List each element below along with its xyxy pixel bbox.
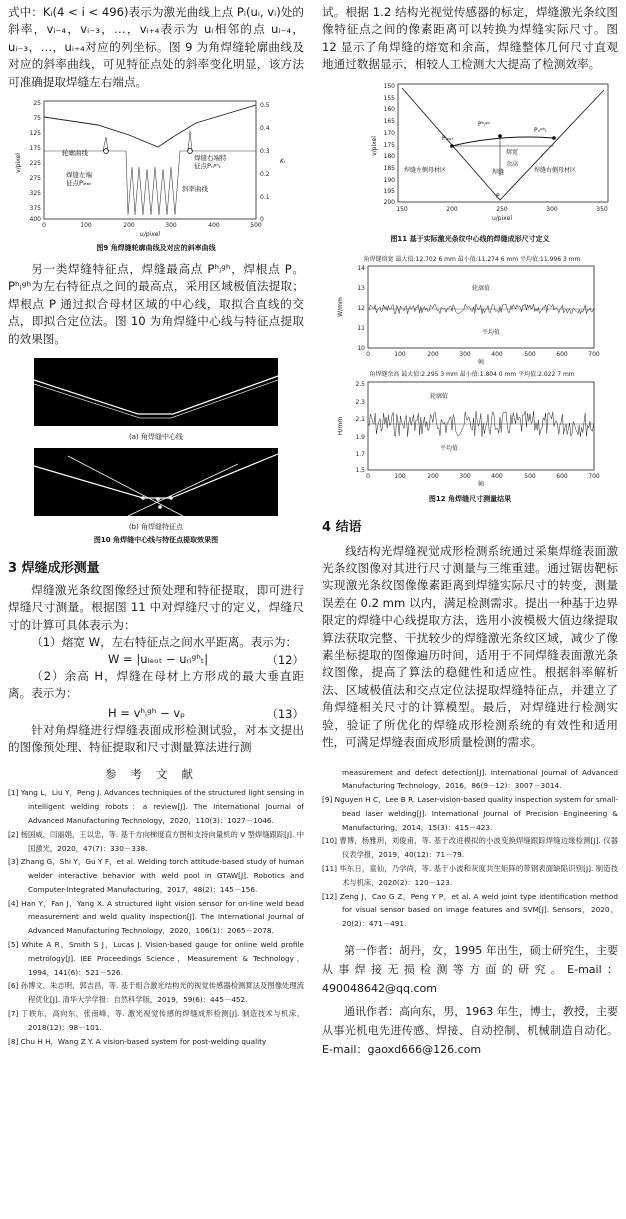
f11-lbl-left-base: 焊缝左侧母材区 bbox=[404, 166, 447, 174]
equation-13-number: （13） bbox=[266, 706, 304, 721]
f10-right-point bbox=[169, 496, 173, 500]
reference-item: [11] 毕东日，童仙，乃学尚，等. 基于小波和灰度共生矩阵的带钢表面缺陷识别[J]. 制造技术与机床，2020(2)：120－123. bbox=[322, 864, 618, 887]
f9-ytick-r: 0.2 bbox=[260, 171, 270, 179]
f11-ytick: 175 bbox=[383, 141, 395, 149]
f9-ytick: 400 bbox=[29, 216, 41, 224]
f9-ytick: 275 bbox=[29, 175, 41, 183]
f10-high-point bbox=[156, 497, 160, 501]
figure-9-plot bbox=[8, 97, 304, 239]
figure-10 bbox=[8, 356, 304, 545]
figure-9-caption: 图9 角焊缝轮廓曲线及对应的斜率曲线 bbox=[96, 244, 216, 253]
f12-top-xtick: 700 bbox=[588, 350, 600, 358]
f12-top-stats: 角焊缝熔宽 最大值:12.702 6 mm 最小值:11.274 6 mm 平均值:11.996 3 mm bbox=[363, 255, 581, 263]
f12-top-ytick: 11 bbox=[357, 324, 365, 332]
f11-ytick: 150 bbox=[383, 82, 395, 90]
equation-13 bbox=[8, 706, 304, 722]
f9-ann-right2: 征点Pᵣᵢᵍʰₜ bbox=[194, 162, 221, 171]
f9-ytick: 375 bbox=[29, 205, 41, 213]
f9-ytick: 25 bbox=[33, 100, 41, 108]
f12-bot-xtick: 500 bbox=[524, 472, 536, 480]
paragraph-3: 焊缝激光条纹图像经过预处理和特征提取，即可进行焊缝尺寸测量。根据图 11 中对焊缝尺寸的定义，焊缝尺寸的计算可具体表示为： bbox=[8, 583, 304, 632]
section-3-heading: 3 焊缝成形测量 bbox=[8, 561, 100, 577]
paragraph-2: 另一类焊缝特征点，焊缝最高点 Pʰᵢᵍʰ，焊根点 P。Pʰᵢᵍʰ为左右特征点之间的最高点，采用区域极值法提取；焊根点 P 通过拟合母材区域的中心线，取拟合直线的交点，即拟合定位法。图 10 为角焊缝中心线与特征点提取的效果图。 bbox=[8, 262, 304, 346]
f12-bot-xtick: 400 bbox=[491, 472, 503, 480]
f11-phigh bbox=[498, 134, 502, 138]
f11-ytick: 185 bbox=[383, 164, 395, 172]
equation-12 bbox=[8, 652, 304, 668]
f12-bot-ytick: 2.1 bbox=[355, 415, 365, 423]
f12-bot-stats: 角焊缝余高 最大值:2.295 3 mm 最小值:1.804 0 mm 平均值:2.022 7 mm bbox=[369, 370, 575, 378]
f9-ann-left: 焊缝左端 bbox=[66, 171, 92, 180]
f12-top-ytick: 14 bbox=[357, 264, 365, 272]
f11-lbl-w: 熔宽 bbox=[506, 148, 519, 156]
f12-top-xtick: 0 bbox=[366, 350, 370, 358]
figure-9 bbox=[8, 97, 304, 253]
f9-ytick-r: 0.1 bbox=[260, 194, 270, 202]
reference-item: [10] 曹博，杨雅玥，刘俊甫，等. 基于改进模拟的小波变换焊缝跟踪焊缝边缘检测[J]. 仪器仪表学报，2019，40(12)：71－79. bbox=[322, 836, 618, 860]
figure-10-caption: 图10 角焊缝中心线与特征点提取效果图 bbox=[93, 536, 219, 545]
f11-xtick: 300 bbox=[546, 205, 558, 213]
f11-ylabel: v/pixel bbox=[371, 135, 378, 156]
f9-ann-right: 焊缝右端特 bbox=[194, 154, 227, 163]
f10-left-point bbox=[141, 496, 145, 500]
paragraph-4: 针对角焊缝进行焊缝表面成形检测试验，对本文提出的图像预处理、特征提取和尺寸测量算法进行测 bbox=[8, 722, 304, 754]
f11-ytick: 170 bbox=[383, 129, 395, 137]
figure-12-plots bbox=[322, 252, 618, 490]
f11-lbl-p: P bbox=[496, 192, 500, 200]
f12-bot-xtick: 100 bbox=[394, 472, 406, 480]
f11-lbl-pleft: Pₗₑₒₜ bbox=[442, 134, 454, 142]
f9-ytick: 125 bbox=[29, 130, 41, 138]
f9-ann-profile: 轮廓曲线 bbox=[62, 149, 88, 158]
f12-top-xtick: 400 bbox=[491, 350, 503, 358]
f12-top-xtick: 100 bbox=[394, 350, 406, 358]
f12-top-xtick: 300 bbox=[459, 350, 471, 358]
f12-top-ytick: 13 bbox=[357, 284, 365, 292]
equation-12-body: W = |uₗₑₒₜ − uᵣᵢᵍʰₜ| bbox=[108, 651, 209, 666]
reference-item: [7] 丁轶东，高向东，张南峰，等. 激光视觉传感的焊缝成形检测[J]. 制造技术与机床，2018(12)：98－101. bbox=[8, 1009, 304, 1032]
f11-lbl-right-base: 焊缝右侧母材区 bbox=[534, 166, 577, 174]
figure-11-plot bbox=[322, 80, 618, 230]
right-column bbox=[322, 0, 618, 1059]
f12-bot-xtick: 600 bbox=[556, 472, 568, 480]
figure-10a-image bbox=[8, 356, 304, 428]
f9-ytick-r: 0 bbox=[260, 216, 264, 224]
f9-ytick-r: 0.5 bbox=[260, 102, 270, 110]
f12-top-xtick: 600 bbox=[556, 350, 568, 358]
f12-bot-ytick: 2.5 bbox=[355, 380, 365, 388]
item-1: （1）熔宽 W，左右特征点之间水平距离。表示为： bbox=[31, 635, 298, 650]
f12-top-ytick: 12 bbox=[357, 304, 365, 312]
f9-ann-left2: 征点Pₗₑₒₜ bbox=[66, 179, 92, 188]
f12-top-xlabel: 帧 bbox=[477, 358, 485, 366]
f9-xtick: 500 bbox=[250, 222, 262, 230]
f11-ytick: 195 bbox=[383, 187, 395, 195]
f9-profile-curve bbox=[44, 105, 256, 147]
f9-ylabel-r: Kᵢ bbox=[280, 158, 286, 166]
f11-lbl-pright: Pᵣᵢᵍʰₜ bbox=[534, 126, 547, 134]
f10-root-point bbox=[158, 505, 162, 509]
f11-xlabel: u/pixel bbox=[491, 214, 513, 222]
reference-continued: measurement and defect detection[J]. International Journal of Advanced Manufacturing Technology，2016，86(9－12)：3007－3014. bbox=[342, 767, 618, 791]
reference-item: [3] Zhang G，Shi Y，Gu Y F，et al. Welding torch attitude-based study of human welder interactive behavior with weld pool in GTAW[J]. Robotics and Computer-Integrated Manufacturing，2017，48(2)：145－156. bbox=[8, 857, 304, 894]
figure-11-caption: 图11 基于实际激光条纹中心线的焊缝成形尺寸定义 bbox=[390, 234, 550, 243]
f11-xtick: 350 bbox=[596, 205, 608, 213]
f12-top-xtick: 500 bbox=[524, 350, 536, 358]
f9-ytick: 75 bbox=[33, 115, 41, 123]
f9-xtick: 0 bbox=[42, 222, 46, 230]
f12-top-lbl-series: 轮廓值 bbox=[472, 284, 491, 292]
equation-12-number: （12） bbox=[266, 652, 304, 667]
f9-ytick-r: 0.4 bbox=[260, 125, 270, 133]
reference-item: [2] 杨国威，闫丽娟，王以忠，等. 基于方向梯度直方图和支持向量机的 V 型焊缝跟踪[J]. 中国激光，2020，47(7)：330－338. bbox=[8, 829, 304, 853]
f9-xtick: 300 bbox=[165, 222, 177, 230]
f12-top-ytick: 10 bbox=[357, 344, 365, 352]
f11-xtick: 200 bbox=[446, 205, 458, 213]
reference-item: [8] Chu H H，Wang Z Y. A vision-based system for post-welding quality bbox=[8, 1036, 267, 1046]
f9-xtick: 200 bbox=[123, 222, 135, 230]
f11-lbl-weld: 焊缝 bbox=[492, 168, 505, 176]
references-left bbox=[8, 786, 304, 1048]
f12-top-ylabel: W/mm bbox=[337, 296, 344, 317]
f12-bot-ytick: 1.7 bbox=[355, 450, 365, 458]
f11-lbl-phigh: Pʰᵢᵍʰ bbox=[478, 120, 490, 128]
conclusion-paragraph: 线结构光焊缝视觉成形检测系统通过采集焊缝表面激光条纹图像对其进行尺寸测量与三维重建。通过锯齿靶标实现激光条纹图像像素距离到焊缝实际尺寸的转变，测量误差在 0.2 mm 以内，满足检测需求。提出一种基于边界限定的焊缝中心线提取方法，选用小波模极大值边缘提取算法获取完整、干扰较少的焊缝激光条纹区域，减少了像素坐标提取的图像遍历时间，适用于不同焊缝表面激光条纹图像，提高了算法的稳健性和适应性。根据斜率解析法、区域极值法和交点定位法提取焊缝特征点，并建立了角焊缝相关尺寸的计算模型。最后，对焊缝进行检测实验，验证了所优化的焊缝成形检测系统的有效性和适用性，可满足焊缝表面成形质量检测的需求。 bbox=[322, 543, 618, 750]
f12-bot-ytick: 1.9 bbox=[355, 433, 365, 441]
figure-12 bbox=[322, 252, 618, 504]
f9-xtick: 400 bbox=[208, 222, 220, 230]
f11-ytick: 165 bbox=[383, 117, 395, 125]
f12-bot-lbl-series: 轮廓值 bbox=[430, 392, 449, 400]
f11-ytick: 180 bbox=[383, 152, 395, 160]
f11-pright bbox=[552, 136, 556, 140]
f12-bot-ytick: 1.5 bbox=[355, 466, 365, 474]
f11-xtick: 150 bbox=[396, 205, 408, 213]
f12-top-xtick: 200 bbox=[427, 350, 439, 358]
f9-ytick: 325 bbox=[29, 190, 41, 198]
f9-xtick: 100 bbox=[80, 222, 92, 230]
f9-ann-slope: 斜率曲线 bbox=[182, 185, 208, 194]
figure-11 bbox=[322, 80, 618, 244]
f9-right-point bbox=[188, 149, 193, 154]
references-right bbox=[322, 766, 618, 932]
references-title: 参考文献 bbox=[105, 767, 207, 782]
f11-ytick: 155 bbox=[383, 94, 395, 102]
figure-12-caption: 图12 角焊缝尺寸测量结果 bbox=[428, 494, 512, 503]
f11-weld-profile bbox=[452, 137, 554, 146]
first-author-bio: 第一作者：胡丹，女，1995 年出生，硕士研究生，主要从事焊接无损检测等方面的研究。E-mail：490048642@qq.com bbox=[322, 944, 618, 996]
f12-top-lbl-mean: 平均值 bbox=[482, 328, 501, 336]
reference-item: [5] White A R，Smith S J，Lucas J. Vision-based gauge for online weld profile metrology[J]. IEE Proceedings Science，Measurement & Technology，1994，141(6)：521－526. bbox=[8, 940, 304, 977]
item-2: （2）余高 H，焊缝在母材上方形成的最大垂直距离。表示为： bbox=[8, 668, 304, 701]
right-paragraph-1: 试。根据 1.2 结构光视觉传感器的标定，焊缝激光条纹图像特征点之间的像素距离可以转换为焊缝实际尺寸。图 12 显示了角焊缝的熔宽和余高，焊缝整体几何尺寸直观地通过数据显示，相较人工检测大大提高了检测效率。 bbox=[322, 5, 618, 72]
f11-ytick: 160 bbox=[383, 105, 395, 113]
f9-ylabel: v/pixel bbox=[15, 153, 22, 173]
f12-bot-xlabel: 帧 bbox=[477, 480, 485, 488]
f12-bot-ytick: 2.3 bbox=[355, 398, 365, 406]
f12-bot-xtick: 300 bbox=[459, 472, 471, 480]
f11-xtick: 250 bbox=[496, 205, 508, 213]
reference-item: [6] 孙博文，朱志明，郭吉昌，等. 基于组合激光结构光的视觉传感器检测算法及图像处理流程优化[J]. 清华大学学报：自然科学版，2019，59(6)：445－452. bbox=[8, 981, 304, 1005]
intro-paragraph: 式中：Kᵢ(4 < i < 496)表示为激光曲线上点 Pᵢ(uᵢ, vᵢ)处的斜率，vᵢ₋₄，vᵢ₋₃，…，vᵢ₊₄表示为 uᵢ相邻的点 uᵢ₋₄，uᵢ₋₃，…，uᵢ₊₄对应的列坐标。图 9 为角焊缝轮廓曲线及对应的斜率曲线，可见特征点处的斜率变化明显，该方法可准确提取焊缝左右端点。 bbox=[8, 5, 304, 89]
f9-xlabel: u/pixel bbox=[139, 231, 161, 239]
f12-bot-xtick: 0 bbox=[366, 472, 370, 480]
f11-ytick: 200 bbox=[383, 198, 395, 206]
f9-ytick: 225 bbox=[29, 160, 41, 168]
section-4-heading: 4 结语 bbox=[322, 519, 362, 535]
f9-ytick-r: 0.3 bbox=[260, 148, 270, 156]
f12-bot-ylabel: H/mm bbox=[337, 416, 344, 435]
figure-10a-caption: (a) 角焊缝中心线 bbox=[129, 433, 183, 442]
f11-lbl-h: 余高 bbox=[506, 160, 519, 168]
figure-10b-image bbox=[8, 446, 304, 518]
reference-item: [9] Nguyen H C，Lee B R. Laser-vision-based quality inspection system for small-bead laser welding[J]. International Journal of Precision Engineering & Manufacturing，2014，15(3)：415－423. bbox=[322, 795, 618, 832]
reference-item: [12] Zeng J，Cao G Z，Peng Y P，et al. A weld joint type identification method for visual sensor based on image features and SVM[J]. Sensors，2020，20(2)：471－491. bbox=[322, 891, 618, 929]
reference-item: [1] Yang L，Liu Y，Peng J. Advances techniques of the structured light sensing in intelligent welding robots：a review[J]. The International Journal of Advanced Manufacturing Technology，2020，110(3)：1027－1046. bbox=[8, 788, 304, 825]
equation-13-body: H = vʰᵢᵍʰ − vₚ bbox=[108, 705, 186, 720]
left-column bbox=[8, 0, 304, 1048]
f9-ytick: 175 bbox=[29, 145, 41, 153]
f12-bot-lbl-mean: 平均值 bbox=[440, 444, 459, 452]
f11-pleft bbox=[450, 144, 454, 148]
figure-10b-caption: (b) 角焊缝特征点 bbox=[128, 523, 184, 532]
f9-left-point bbox=[104, 149, 109, 154]
f12-bot-xtick: 700 bbox=[588, 472, 600, 480]
f12-bot-xtick: 200 bbox=[427, 472, 439, 480]
corresponding-author-bio: 通讯作者：高向东，男，1963 年生，博士，教授，主要从事光机电先进传感、焊接、自动控制、机械制造自动化。E-mail：gaoxd666@126.com bbox=[322, 1005, 618, 1057]
f11-ytick: 190 bbox=[383, 176, 395, 184]
reference-item: [4] Han Y，Fan J，Yang X. A structured light vision sensor for on-line weld bead measurement and weld quality inspection[J]. The International Journal of Advanced Manufacturing Technology，2020，106(1)：2065－2078. bbox=[8, 898, 304, 936]
f11-base-lines bbox=[402, 88, 604, 200]
